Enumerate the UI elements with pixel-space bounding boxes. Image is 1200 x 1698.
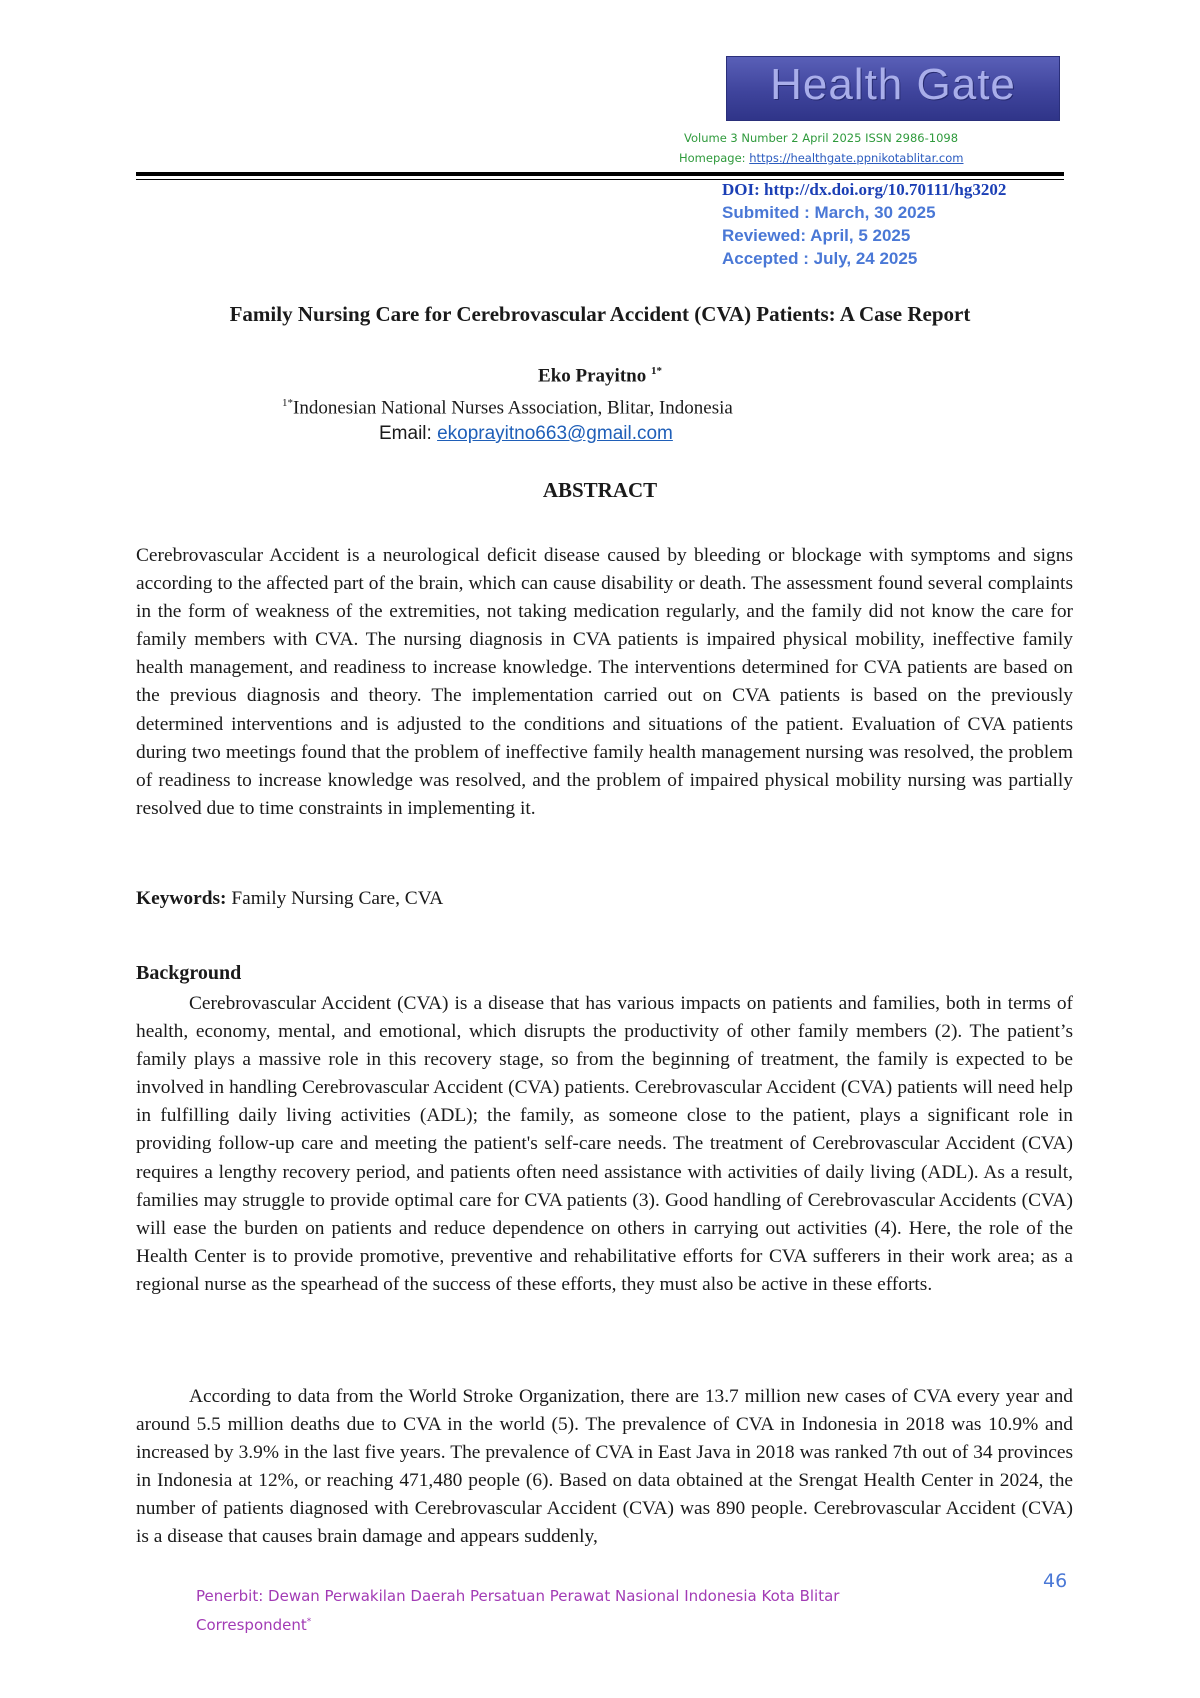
header-rule-thick xyxy=(136,172,1064,176)
page-number: 46 xyxy=(1043,1570,1068,1592)
keywords-text: Family Nursing Care, CVA xyxy=(231,888,444,909)
reviewed-date: Reviewed: April, 5 2025 xyxy=(722,226,911,245)
author-line xyxy=(0,365,1200,387)
submitted-date: Submited : March, 30 2025 xyxy=(722,203,936,222)
abstract-heading: ABSTRACT xyxy=(542,478,658,502)
affiliation-superscript: 1* xyxy=(282,397,293,409)
author-superscript: 1* xyxy=(650,365,662,377)
logo-text: Health Gate xyxy=(770,60,1016,109)
abstract-text: Cerebrovascular Accident is a neurological deficit disease caused by bleeding or blockage with symptoms and signs according to the affected part of the brain, which can cause disability or death. The assessment found several complaints in the form of weakness of the extremities, not taking medication regularly, and the family did not know the care for family members with CVA. The nursing diagnosis in CVA patients is impaired physical mobility, ineffective family health management, and readiness to increase knowledge. The interventions determined for CVA patients are based on the previous diagnosis and theory. The implementation carried out on CVA patients is based on the previously determined interventions and is adjusted to the conditions and situations of the patient. Evaluation of CVA patients during two meetings found that the problem of ineffective family health management nursing was resolved, the problem of readiness to increase knowledge was resolved, and the problem of impaired physical mobility nursing was partially resolved due to time constraints in implementing it. xyxy=(136,545,1073,819)
affiliation: Indonesian National Nurses Association, Blitar, Indonesia xyxy=(293,397,733,419)
homepage-line xyxy=(679,151,964,165)
journal-logo xyxy=(726,56,1060,121)
paper-title: Family Nursing Care for Cerebrovascular Accident (CVA) Patients: A Case Report xyxy=(229,302,971,326)
accepted-date: Accepted : July, 24 2025 xyxy=(722,249,918,268)
affiliation-line xyxy=(282,397,733,419)
background-paragraph-1: Cerebrovascular Accident (CVA) is a disease that has various impacts on patients and families, both in terms of health, economy, mental, and emotional, which disrupts the productivity of other family members (2). The patient’s family plays a massive role in this recovery stage, so from the beginning of treatment, the family is expected to be involved in handling Cerebrovascular Accident (CVA) patients. Cerebrovascular Accident (CVA) patients will need help in fulfilling daily living activities (ADL); the family, as someone close to the patient, plays a significant role in providing follow-up care and meeting the patient's self-care needs. The treatment of Cerebrovascular Accident (CVA) requires a lengthy recovery period, and patients often need assistance with activities of daily living (ADL). As a result, families may struggle to provide optimal care for CVA patients (3). Good handling of Cerebrovascular Accidents (CVA) will ease the burden on patients and reduce dependence on others in carrying out activities (4). Here, the role of the Health Center is to provide promotive, preventive and rehabilitative efforts for CVA sufferers in their work area; as a regional nurse as the spearhead of the success of these efforts, they must also be active in these efforts. xyxy=(136,993,1073,1295)
keywords-line xyxy=(136,888,443,910)
publisher-footer: Penerbit: Dewan Perwakilan Daerah Persatuan Perawat Nasional Indonesia Kota Blitar xyxy=(196,1587,840,1605)
background-paragraph-2: According to data from the World Stroke Organization, there are 13.7 million new cases of CVA every year and around 5.5 million deaths due to CVA in the world (5). The prevalence of CVA in Indonesia in 2018 was 10.9% and increased by 3.9% in the last five years. The prevalence of CVA in East Java in 2018 was ranked 7th out of 34 provinces in Indonesia at 12%, or reaching 471,480 people (6). Based on data obtained at the Srengat Health Center in 2024, the number of patients diagnosed with Cerebrovascular Accident (CVA) was 890 people. Cerebrovascular Accident (CVA) is a disease that causes brain damage and appears suddenly, xyxy=(136,1386,1073,1548)
homepage-label: Homepage: xyxy=(679,151,746,165)
correspondent-superscript: * xyxy=(306,1617,312,1627)
author-name: Eko Prayitno xyxy=(538,365,647,387)
correspondent-footer xyxy=(196,1616,311,1634)
homepage-link[interactable]: https://healthgate.ppnikotablitar.com xyxy=(749,151,964,165)
correspondent-label: Correspondent xyxy=(196,1616,307,1634)
email-link[interactable]: ekoprayitno663@gmail.com xyxy=(437,423,673,444)
doi-link[interactable]: DOI: http://dx.doi.org/10.70111/hg3202 xyxy=(722,180,1007,199)
keywords-label: Keywords: xyxy=(136,888,227,909)
email-label: Email: xyxy=(379,423,432,444)
background-heading: Background xyxy=(136,962,242,984)
volume-line: Volume 3 Number 2 April 2025 ISSN 2986-1098 xyxy=(684,131,959,145)
email-line xyxy=(379,423,673,445)
